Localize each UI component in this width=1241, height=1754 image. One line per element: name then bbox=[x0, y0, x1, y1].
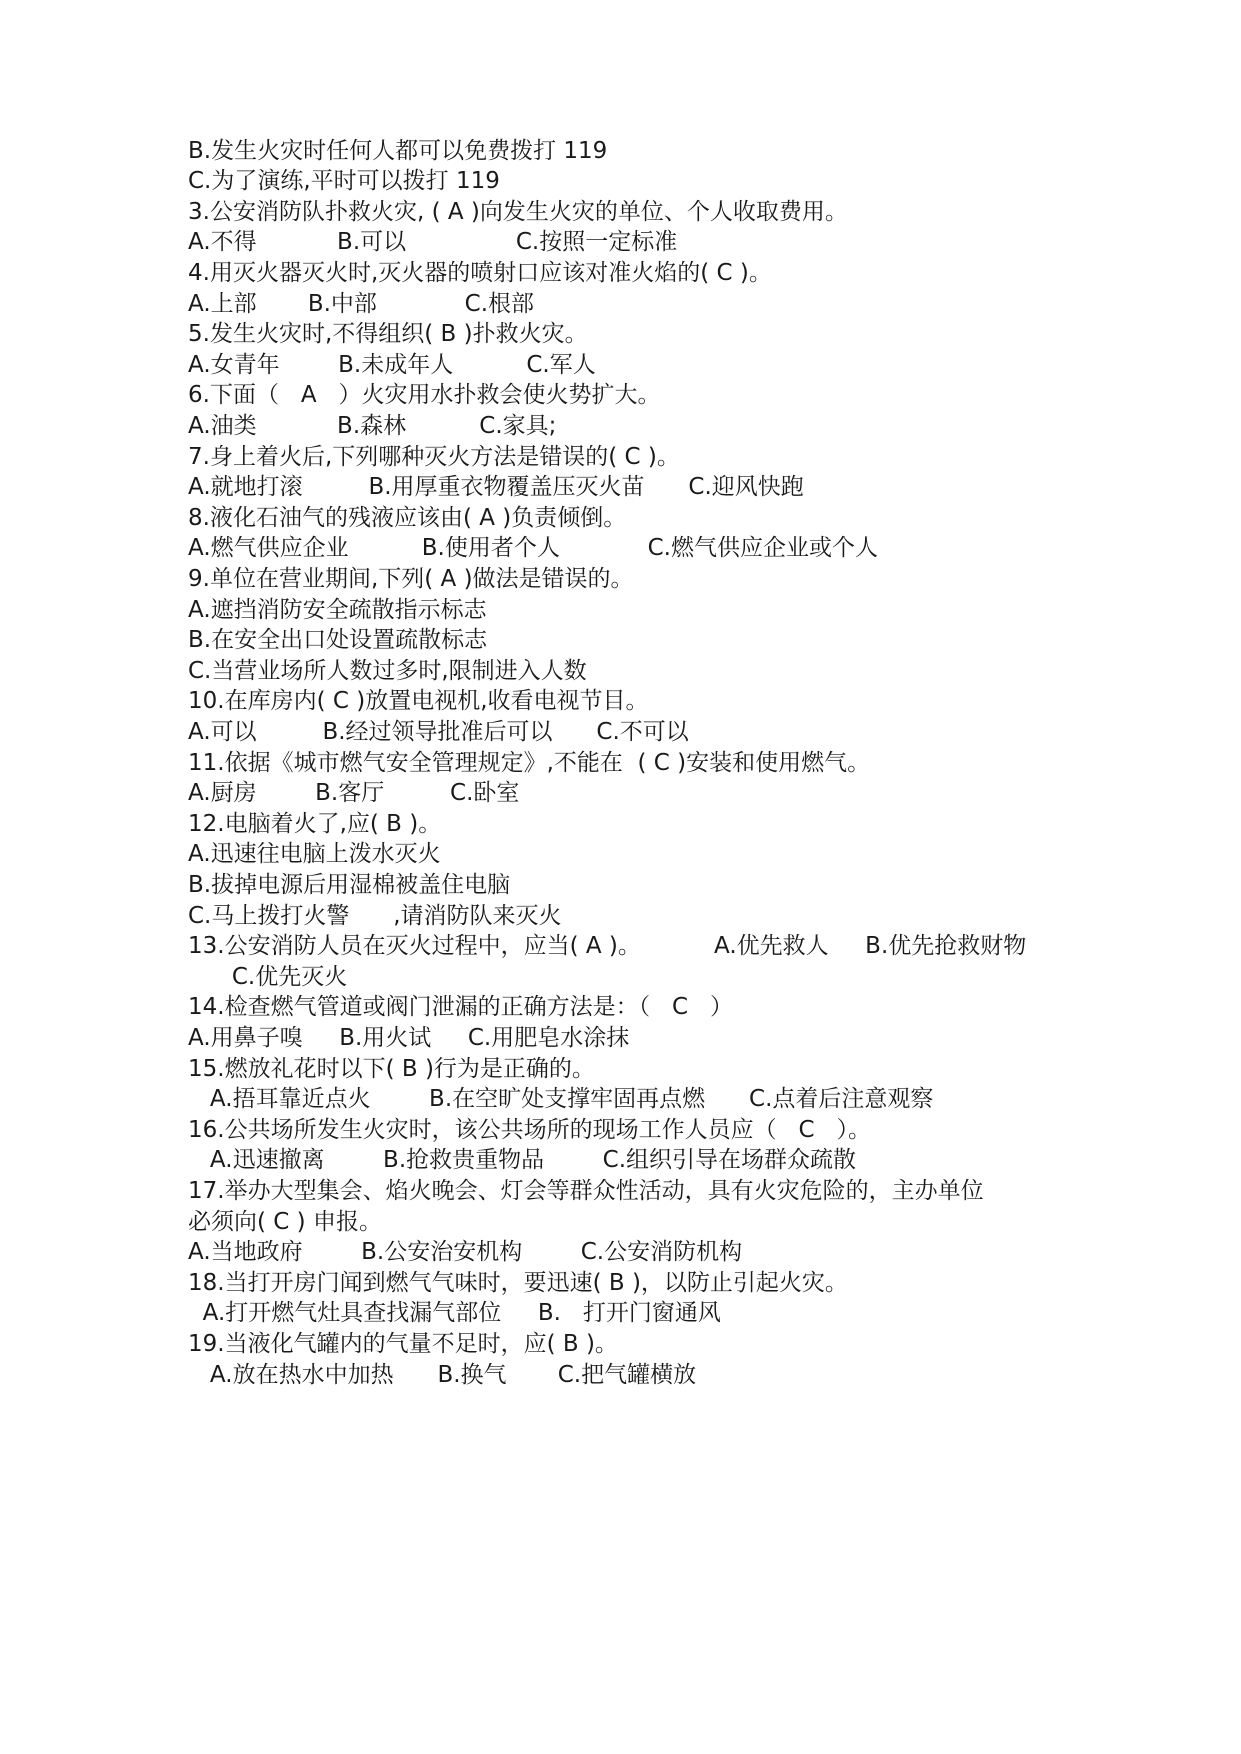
question-13: 13.公安消防人员在灭火过程中，应当( A )。 A.优先救人 B.优先抢救财物 bbox=[188, 933, 1027, 959]
options-16: A.迅速撤离 B.抢救贵重物品 C.组织引导在场群众疏散 bbox=[188, 1147, 857, 1173]
question-16: 16.公共场所发生火灾时，该公共场所的现场工作人员应（ C ）。 bbox=[188, 1117, 872, 1143]
option-12b: B.拔掉电源后用湿棉被盖住电脑 bbox=[188, 872, 511, 898]
option-9a: A.遮挡消防安全疏散指示标志 bbox=[188, 597, 487, 623]
text-line: B.发生火灾时任何人都可以免费拨打 119 bbox=[188, 138, 608, 164]
options-3: A.不得 B.可以 C.按照一定标准 bbox=[188, 229, 678, 255]
options-4: A.上部 B.中部 C.根部 bbox=[188, 291, 535, 317]
options-17: A.当地政府 B.公安治安机构 C.公安消防机构 bbox=[188, 1239, 743, 1265]
options-11: A.厨房 B.客厅 C.卧室 bbox=[188, 780, 520, 806]
question-10: 10.在库房内( C )放置电视机,收看电视节目。 bbox=[188, 688, 649, 714]
option-12c: C.马上拨打火警 ,请消防队来灭火 bbox=[188, 903, 562, 929]
option-9c: C.当营业场所人数过多时,限制进入人数 bbox=[188, 658, 587, 684]
question-4: 4.用灭火器灭火时,灭火器的喷射口应该对准火焰的( C )。 bbox=[188, 260, 772, 286]
question-17-cont: 必须向( C ) 申报。 bbox=[188, 1209, 382, 1235]
options-5: A.女青年 B.未成年人 C.军人 bbox=[188, 352, 596, 378]
question-15: 15.燃放礼花时以下( B )行为是正确的。 bbox=[188, 1056, 595, 1082]
question-8: 8.液化石油气的残液应该由( A )负责倾倒。 bbox=[188, 505, 627, 531]
question-3: 3.公安消防队扑救火灾, ( A )向发生火灾的单位、个人收取费用。 bbox=[188, 199, 848, 225]
options-10: A.可以 B.经过领导批准后可以 C.不可以 bbox=[188, 719, 689, 745]
question-7: 7.身上着火后,下列哪种灭火方法是错误的( C )。 bbox=[188, 444, 680, 470]
question-14: 14.检查燃气管道或阀门泄漏的正确方法是：（ C ） bbox=[188, 994, 734, 1020]
options-18: A.打开燃气灶具查找漏气部位 B. 打开门窗通风 bbox=[188, 1300, 721, 1326]
options-6: A.油类 B.森林 C.家具; bbox=[188, 413, 557, 439]
option-12a: A.迅速往电脑上泼水灭火 bbox=[188, 841, 441, 867]
question-12: 12.电脑着火了,应( B )。 bbox=[188, 811, 442, 837]
options-14: A.用鼻子嗅 B.用火试 C.用肥皂水涂抹 bbox=[188, 1025, 630, 1051]
question-9: 9.单位在营业期间,下列( A )做法是错误的。 bbox=[188, 566, 634, 592]
question-6: 6.下面（ A ）火灾用水扑救会使火势扩大。 bbox=[188, 382, 661, 408]
options-8: A.燃气供应企业 B.使用者个人 C.燃气供应企业或个人 bbox=[188, 535, 878, 561]
option-13c: C.优先灭火 bbox=[188, 964, 348, 990]
question-11: 11.依据《城市燃气安全管理规定》,不能在 ( C )安装和使用燃气。 bbox=[188, 750, 871, 776]
options-15: A.捂耳靠近点火 B.在空旷处支撑牢固再点燃 C.点着后注意观察 bbox=[188, 1086, 934, 1112]
question-5: 5.发生火灾时,不得组织( B )扑救火灾。 bbox=[188, 321, 588, 347]
question-17: 17.举办大型集会、焰火晚会、灯会等群众性活动，具有火灾危险的，主办单位 bbox=[188, 1178, 984, 1204]
options-19: A.放在热水中加热 B.换气 C.把气罐横放 bbox=[188, 1362, 697, 1388]
options-7: A.就地打滚 B.用厚重衣物覆盖压灭火苗 C.迎风快跑 bbox=[188, 474, 804, 500]
text-line: C.为了演练,平时可以拨打 119 bbox=[188, 168, 500, 194]
question-19: 19.当液化气罐内的气量不足时，应( B )。 bbox=[188, 1331, 618, 1357]
question-18: 18.当打开房门闻到燃气气味时，要迅速( B )，以防止引起火灾。 bbox=[188, 1270, 848, 1296]
option-9b: B.在安全出口处设置疏散标志 bbox=[188, 627, 488, 653]
